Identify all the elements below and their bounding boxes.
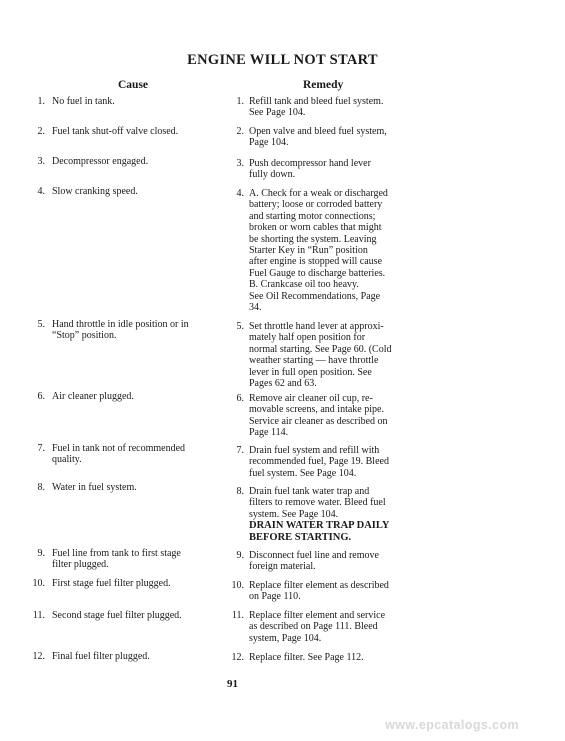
cause-text xyxy=(52,651,227,662)
cause-number: 6. xyxy=(37,391,45,402)
cause-text xyxy=(52,156,227,167)
cause-number: 1. xyxy=(37,96,45,107)
remedy-line: system, Page 104. xyxy=(249,632,322,644)
remedy-number: 11. xyxy=(231,610,244,621)
remedy-number: 6. xyxy=(236,393,244,404)
cause-number: 10. xyxy=(32,578,45,589)
remedy-line: Service air cleaner as described on xyxy=(249,415,388,427)
remedy-line: recommended fuel, Page 19. Bleed xyxy=(249,456,389,468)
cause-number: 9. xyxy=(37,548,45,559)
remedy-line: Page 114. xyxy=(249,427,289,439)
cause-line: Fuel tank shut-off valve closed. xyxy=(52,126,179,137)
remedy-line: See Oil Recommendations, Page xyxy=(249,290,381,302)
remedy-text xyxy=(249,393,414,439)
remedy-line: fuel system. See Page 104. xyxy=(249,467,357,479)
remedy-number: 4. xyxy=(236,188,244,199)
cause-line: Water in fuel system. xyxy=(52,482,137,493)
cause-number: 7. xyxy=(37,443,45,454)
cause-text xyxy=(52,391,227,402)
remedy-number: 2. xyxy=(236,126,244,137)
remedy-line: broken or worn cables that might xyxy=(249,222,382,234)
remedy-line: be shorting the system. Leaving xyxy=(249,233,377,245)
cause-text xyxy=(52,578,227,589)
remedy-line: B. Crankcase oil too heavy. xyxy=(249,279,359,291)
remedy-line: Push decompressor hand lever xyxy=(249,158,371,169)
cause-text xyxy=(52,186,227,197)
remedy-line: Pages 62 and 63. xyxy=(249,378,317,390)
remedy-line: movable screens, and intake pipe. xyxy=(249,404,384,416)
remedy-text xyxy=(249,610,414,644)
page-title: ENGINE WILL NOT START xyxy=(187,52,378,68)
remedy-line: Drain fuel system and refill with xyxy=(249,445,380,456)
cause-line: Decompressor engaged. xyxy=(52,156,149,167)
remedy-text xyxy=(249,158,414,181)
remedy-text xyxy=(249,580,414,603)
remedy-line: fully down. xyxy=(249,169,296,181)
cause-text xyxy=(52,96,227,107)
cause-line: First stage fuel filter plugged. xyxy=(52,578,171,589)
cause-line: quality. xyxy=(52,454,82,466)
remedy-line: normal starting. See Page 60. (Cold xyxy=(249,343,392,355)
cause-number: 8. xyxy=(37,482,45,493)
remedy-text xyxy=(249,126,414,149)
cause-line: No fuel in tank. xyxy=(52,96,115,107)
cause-line: filter plugged. xyxy=(52,559,109,571)
remedy-line: Refill tank and bleed fuel system. xyxy=(249,96,384,107)
cause-text xyxy=(52,319,227,342)
remedy-line: as described on Page 111. Bleed xyxy=(249,621,378,633)
remedy-number: 5. xyxy=(236,321,244,332)
page-number: 91 xyxy=(227,678,238,690)
remedy-line: Replace filter element as described xyxy=(249,580,389,591)
cause-number: 4. xyxy=(37,186,45,197)
remedy-number: 8. xyxy=(236,486,244,497)
remedy-number: 3. xyxy=(236,158,244,169)
cause-text xyxy=(52,443,227,466)
remedy-line: foreign material. xyxy=(249,561,316,573)
cause-number: 2. xyxy=(37,126,45,137)
cause-line: Final fuel filter plugged. xyxy=(52,651,150,662)
remedy-number: 1. xyxy=(236,96,244,107)
remedy-line: A. Check for a weak or discharged xyxy=(249,188,388,199)
remedy-line: filters to remove water. Bleed fuel xyxy=(249,497,386,509)
remedy-text xyxy=(249,445,414,479)
remedy-line: Replace filter. See Page 112. xyxy=(249,652,364,663)
remedy-line: battery; loose or corroded battery xyxy=(249,199,383,211)
cause-number: 5. xyxy=(37,319,45,330)
remedy-line: 34. xyxy=(249,302,262,314)
remedy-text xyxy=(249,652,414,663)
cause-line: Hand throttle in idle position or in xyxy=(52,319,189,330)
cause-text xyxy=(52,482,227,493)
remedy-line: and starting motor connections; xyxy=(249,210,376,222)
cause-number: 3. xyxy=(37,156,45,167)
remedy-line: Fuel Gauge to discharge batteries. xyxy=(249,267,386,279)
remedy-text xyxy=(249,550,414,573)
cause-number: 12. xyxy=(32,651,45,662)
remedy-line: weather starting — have throttle xyxy=(249,355,379,367)
remedy-text xyxy=(249,321,414,389)
cause-line: Second stage fuel filter plugged. xyxy=(52,610,182,621)
remedy-line: Starter Key in “Run” position xyxy=(249,245,368,257)
watermark: www.epcatalogs.com xyxy=(385,718,519,732)
remedy-line: Set throttle hand lever at approxi- xyxy=(249,321,384,332)
cause-text xyxy=(52,610,227,621)
remedy-column-header: Remedy xyxy=(303,79,344,91)
cause-line: Fuel in tank not of recommended xyxy=(52,443,186,454)
remedy-line: Replace filter element and service xyxy=(249,610,386,621)
cause-line: Fuel line from tank to first stage xyxy=(52,548,181,559)
cause-line: “Stop” position. xyxy=(52,330,117,342)
remedy-number: 12. xyxy=(231,652,244,663)
remedy-line: lever in full open position. See xyxy=(249,366,372,378)
remedy-number: 7. xyxy=(236,445,244,456)
remedy-warning-line: BEFORE STARTING. xyxy=(249,531,352,543)
cause-text xyxy=(52,548,227,571)
cause-line: Air cleaner plugged. xyxy=(52,391,134,402)
remedy-line: Remove air cleaner oil cup, re- xyxy=(249,393,373,404)
remedy-line: mately half open position for xyxy=(249,332,366,344)
remedy-line: Open valve and bleed fuel system, xyxy=(249,126,387,137)
cause-line: Slow cranking speed. xyxy=(52,186,138,197)
remedy-number: 10. xyxy=(231,580,244,591)
remedy-text xyxy=(249,96,414,119)
remedy-warning-line: DRAIN WATER TRAP DAILY xyxy=(249,520,390,532)
cause-number: 11. xyxy=(32,610,45,621)
cause-column-header: Cause xyxy=(118,79,149,91)
remedy-line: See Page 104. xyxy=(249,107,306,119)
remedy-number: 9. xyxy=(236,550,244,561)
cause-text xyxy=(52,126,227,137)
remedy-line: system. See Page 104. xyxy=(249,508,339,520)
remedy-line: on Page 110. xyxy=(249,591,301,603)
remedy-line: Page 104. xyxy=(249,137,289,149)
remedy-line: Disconnect fuel line and remove xyxy=(249,550,379,561)
remedy-line: Drain fuel tank water trap and xyxy=(249,486,370,497)
remedy-text xyxy=(249,486,414,543)
remedy-text xyxy=(249,188,414,313)
remedy-line: after engine is stopped will cause xyxy=(249,256,383,268)
